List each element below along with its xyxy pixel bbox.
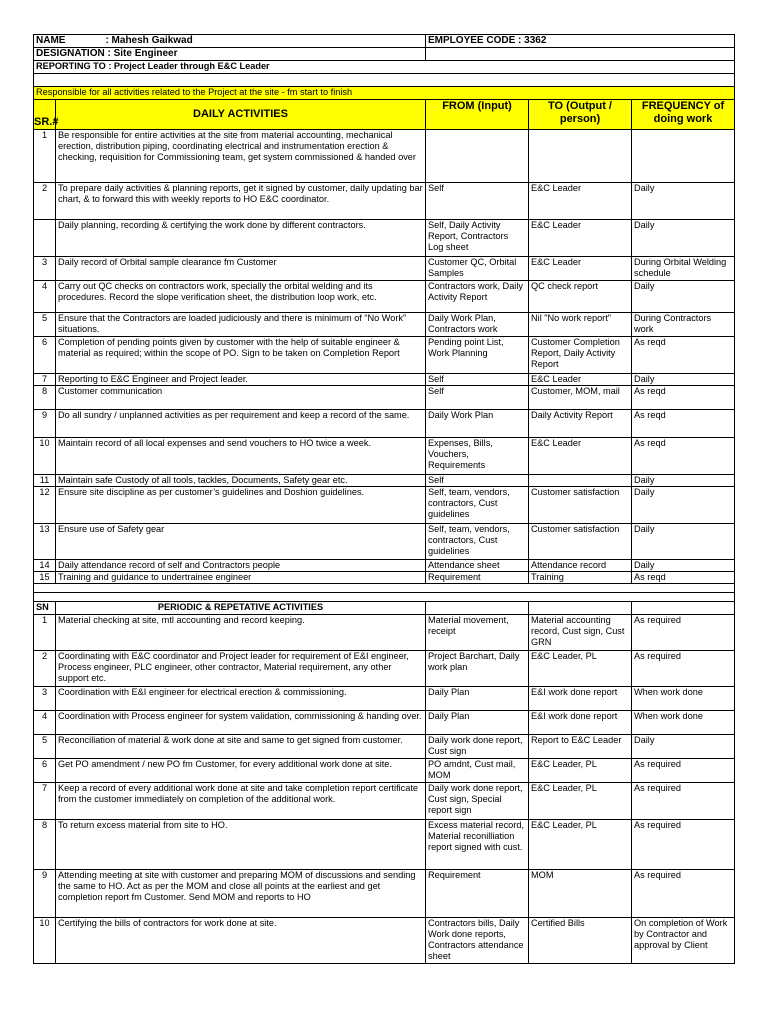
frequency: During Orbital Welding schedule bbox=[632, 257, 735, 281]
activity-text: Coordination with Process engineer for system validation, commissioning & handing over. bbox=[56, 711, 426, 735]
table-row bbox=[34, 735, 735, 759]
table-row bbox=[34, 870, 735, 918]
job-description-table bbox=[33, 34, 735, 964]
frequency: As required bbox=[632, 820, 735, 870]
output-to: Customer satisfaction bbox=[529, 487, 632, 524]
activity-text: To prepare daily activities & planning reports, get it signed by customer, daily updating bar chart, & to forward this with weekly reports to HO E&C coordinator. bbox=[56, 183, 426, 220]
activity-text: Be responsible for entire activities at the site from material accounting, mechanical erection, distribution piping, coordinating electrical and instrumentation erection & checking, requisition for Commissioning team, get system commissioned & handed over bbox=[56, 130, 426, 183]
activity-text: Customer communication bbox=[56, 386, 426, 410]
frequency: As reqd bbox=[632, 438, 735, 475]
frequency: As required bbox=[632, 615, 735, 651]
input-from: PO amdnt, Cust mail, MOM bbox=[426, 759, 529, 783]
input-from: Self, team, vendors, contractors, Cust guidelines bbox=[426, 487, 529, 524]
input-from: Self bbox=[426, 475, 529, 487]
output-to: Customer Completion Report, Daily Activity Report bbox=[529, 337, 632, 374]
row-number: 2 bbox=[34, 651, 56, 687]
name-value: : Mahesh Gaikwad bbox=[105, 35, 193, 46]
activity-text: Coordination with E&I engineer for electrical erection & commissioning. bbox=[56, 687, 426, 711]
frequency: When work done bbox=[632, 687, 735, 711]
frequency: As reqd bbox=[632, 572, 735, 584]
row-number: 11 bbox=[34, 475, 56, 487]
col-sr: SR.# bbox=[34, 100, 56, 130]
activity-text: Certifying the bills of contractors for work done at site. bbox=[56, 918, 426, 964]
activity-text: Daily planning, recording & certifying the work done by different contractors. bbox=[56, 220, 426, 257]
table-row bbox=[34, 257, 735, 281]
table-row bbox=[34, 572, 735, 584]
row-number: 1 bbox=[34, 615, 56, 651]
row-number: 14 bbox=[34, 560, 56, 572]
input-from: Daily Work Plan, Contractors work bbox=[426, 313, 529, 337]
frequency bbox=[632, 130, 735, 183]
activity-text: Material checking at site, mtl accounting and record keeping. bbox=[56, 615, 426, 651]
output-to: E&C Leader bbox=[529, 220, 632, 257]
output-to: Material accounting record, Cust sign, Cust GRN bbox=[529, 615, 632, 651]
output-to: E&C Leader bbox=[529, 374, 632, 386]
row-number: 7 bbox=[34, 783, 56, 820]
table-row bbox=[34, 820, 735, 870]
input-from: Contractors work, Daily Activity Report bbox=[426, 281, 529, 313]
activity-text: Coordinating with E&C coordinator and Project leader for requirement of E&I engineer, Process engineer, PLC engineer, other contractor, Material requirement, any other support etc. bbox=[56, 651, 426, 687]
row-number: 4 bbox=[34, 711, 56, 735]
reporting-to: REPORTING TO : Project Leader through E&C Leader bbox=[34, 61, 735, 74]
frequency: On completion of Work by Contractor and approval by Client bbox=[632, 918, 735, 964]
col-to: TO (Output / person) bbox=[529, 100, 632, 130]
col-frequency: FREQUENCY of doing work bbox=[632, 100, 735, 130]
row-number: 8 bbox=[34, 386, 56, 410]
row-number bbox=[34, 220, 56, 257]
frequency: Daily bbox=[632, 487, 735, 524]
input-from: Daily Plan bbox=[426, 687, 529, 711]
output-to: E&C Leader bbox=[529, 257, 632, 281]
output-to: Customer satisfaction bbox=[529, 524, 632, 560]
activity-text: Daily attendance record of self and Contractors people bbox=[56, 560, 426, 572]
row-number: 3 bbox=[34, 257, 56, 281]
employee-code: EMPLOYEE CODE : 3362 bbox=[426, 35, 735, 48]
activity-text: Get PO amendment / new PO fm Customer, for every additional work done at site. bbox=[56, 759, 426, 783]
frequency: As reqd bbox=[632, 410, 735, 438]
table-row bbox=[34, 374, 735, 386]
table-row bbox=[34, 687, 735, 711]
row-number: 5 bbox=[34, 313, 56, 337]
frequency: As required bbox=[632, 651, 735, 687]
table-row bbox=[34, 281, 735, 313]
table-row bbox=[34, 487, 735, 524]
row-number: 10 bbox=[34, 438, 56, 475]
activity-text: Ensure site discipline as per customer’s guidelines and Doshion guidelines. bbox=[56, 487, 426, 524]
table-row bbox=[34, 410, 735, 438]
output-to: E&I work done report bbox=[529, 711, 632, 735]
table-row bbox=[34, 651, 735, 687]
activity-text: Training and guidance to undertrainee engineer bbox=[56, 572, 426, 584]
table-row bbox=[34, 438, 735, 475]
input-from: Daily work done report, Cust sign bbox=[426, 735, 529, 759]
frequency: Daily bbox=[632, 281, 735, 313]
input-from: Requirement bbox=[426, 572, 529, 584]
row-number: 9 bbox=[34, 410, 56, 438]
col-daily-activities: DAILY ACTIVITIES bbox=[56, 100, 426, 130]
row-number: 9 bbox=[34, 870, 56, 918]
input-from: Requirement bbox=[426, 870, 529, 918]
activity-text: Completion of pending points given by customer with the help of suitable engineer & material as required; within the scope of PO. Sign to be taken on Completion Report bbox=[56, 337, 426, 374]
table-row bbox=[34, 711, 735, 735]
activity-text: Ensure use of Safety gear bbox=[56, 524, 426, 560]
output-to: E&C Leader bbox=[529, 438, 632, 475]
col-from: FROM (Input) bbox=[426, 100, 529, 130]
table-row bbox=[34, 475, 735, 487]
output-to: QC check report bbox=[529, 281, 632, 313]
output-to: E&C Leader, PL bbox=[529, 783, 632, 820]
col-sn: SN bbox=[34, 602, 56, 615]
output-to: E&C Leader, PL bbox=[529, 820, 632, 870]
input-from: Attendance sheet bbox=[426, 560, 529, 572]
input-from: Project Barchart, Daily work plan bbox=[426, 651, 529, 687]
frequency: Daily bbox=[632, 735, 735, 759]
input-from: Self bbox=[426, 386, 529, 410]
activity-text: Keep a record of every additional work done at site and take completion report certificate from the customer immediately on completion of the additional work. bbox=[56, 783, 426, 820]
activity-text: Do all sundry / unplanned activities as per requirement and keep a record of the same. bbox=[56, 410, 426, 438]
row-number: 1 bbox=[34, 130, 56, 183]
row-number: 7 bbox=[34, 374, 56, 386]
input-from: Self, team, vendors, contractors, Cust guidelines bbox=[426, 524, 529, 560]
frequency: As reqd bbox=[632, 386, 735, 410]
input-from: Contractors bills, Daily Work done reports, Contractors attendance sheet bbox=[426, 918, 529, 964]
row-number: 4 bbox=[34, 281, 56, 313]
row-number: 2 bbox=[34, 183, 56, 220]
row-number: 15 bbox=[34, 572, 56, 584]
frequency: As reqd bbox=[632, 337, 735, 374]
row-number: 13 bbox=[34, 524, 56, 560]
job-description-sheet bbox=[33, 34, 734, 964]
activity-text: Attending meeting at site with customer and preparing MOM of discussions and sending the same to HO. Act as per the MOM and close all points at the earliest and get completion report fm Customer. Send MOM and reports to HO bbox=[56, 870, 426, 918]
activity-text: Maintain safe Custody of all tools, tackles, Documents, Safety gear etc. bbox=[56, 475, 426, 487]
output-to: E&I work done report bbox=[529, 687, 632, 711]
table-row bbox=[34, 337, 735, 374]
input-from: Self bbox=[426, 374, 529, 386]
input-from: Pending point List, Work Planning bbox=[426, 337, 529, 374]
input-from: Excess material record, Material reconilliation report signed with cust. bbox=[426, 820, 529, 870]
activity-text: Carry out QC checks on contractors work, specially the orbital welding and its procedures. Record the slope verification sheet, the distribution loop work, etc. bbox=[56, 281, 426, 313]
row-number: 5 bbox=[34, 735, 56, 759]
responsibility-banner: Responsible for all activities related to the Project at the site - fm start to finish bbox=[34, 87, 735, 100]
input-from: Material movement, receipt bbox=[426, 615, 529, 651]
frequency: Daily bbox=[632, 220, 735, 257]
frequency: As required bbox=[632, 759, 735, 783]
output-to: Customer, MOM, mail bbox=[529, 386, 632, 410]
input-from: Daily work done report, Cust sign, Special report sign bbox=[426, 783, 529, 820]
frequency: As required bbox=[632, 783, 735, 820]
table-row bbox=[34, 386, 735, 410]
table-row bbox=[34, 759, 735, 783]
output-to: Attendance record bbox=[529, 560, 632, 572]
row-number: 3 bbox=[34, 687, 56, 711]
output-to: Training bbox=[529, 572, 632, 584]
designation: DESIGNATION : Site Engineer bbox=[34, 48, 426, 61]
output-to: E&C Leader, PL bbox=[529, 759, 632, 783]
output-to: E&C Leader, PL bbox=[529, 651, 632, 687]
output-to: Certified Bills bbox=[529, 918, 632, 964]
output-to: Report to E&C Leader bbox=[529, 735, 632, 759]
frequency: Daily bbox=[632, 560, 735, 572]
table-row bbox=[34, 183, 735, 220]
activity-text: To return excess material from site to HO. bbox=[56, 820, 426, 870]
input-from: Self, Daily Activity Report, Contractors Log sheet bbox=[426, 220, 529, 257]
output-to: Nil "No work report" bbox=[529, 313, 632, 337]
activity-text: Daily record of Orbital sample clearance fm Customer bbox=[56, 257, 426, 281]
table-row bbox=[34, 918, 735, 964]
table-row bbox=[34, 130, 735, 183]
table-row bbox=[34, 560, 735, 572]
row-number: 8 bbox=[34, 820, 56, 870]
output-to: MOM bbox=[529, 870, 632, 918]
input-from: Expenses, Bills, Vouchers, Requirements bbox=[426, 438, 529, 475]
input-from bbox=[426, 130, 529, 183]
frequency: During Contractors work bbox=[632, 313, 735, 337]
table-row bbox=[34, 313, 735, 337]
output-to: E&C Leader bbox=[529, 183, 632, 220]
frequency: As required bbox=[632, 870, 735, 918]
output-to bbox=[529, 475, 632, 487]
table-row bbox=[34, 524, 735, 560]
activity-text: Reporting to E&C Engineer and Project leader. bbox=[56, 374, 426, 386]
col-periodic-activities: PERIODIC & REPETATIVE ACTIVITIES bbox=[56, 602, 426, 615]
input-from: Self bbox=[426, 183, 529, 220]
name-cell bbox=[34, 35, 426, 48]
output-to: Daily Activity Report bbox=[529, 410, 632, 438]
input-from: Daily Plan bbox=[426, 711, 529, 735]
name-label: NAME bbox=[36, 35, 66, 46]
frequency: Daily bbox=[632, 374, 735, 386]
frequency: When work done bbox=[632, 711, 735, 735]
frequency: Daily bbox=[632, 475, 735, 487]
activity-text: Ensure that the Contractors are loaded judiciously and there is minimum of “No Work” situations. bbox=[56, 313, 426, 337]
row-number: 6 bbox=[34, 337, 56, 374]
input-from: Customer QC, Orbital Samples bbox=[426, 257, 529, 281]
table-row bbox=[34, 615, 735, 651]
output-to bbox=[529, 130, 632, 183]
activity-text: Maintain record of all local expenses and send vouchers to HO twice a week. bbox=[56, 438, 426, 475]
table-row bbox=[34, 220, 735, 257]
table-row bbox=[34, 783, 735, 820]
input-from: Daily Work Plan bbox=[426, 410, 529, 438]
row-number: 10 bbox=[34, 918, 56, 964]
frequency: Daily bbox=[632, 524, 735, 560]
frequency: Daily bbox=[632, 183, 735, 220]
activity-text: Reconciliation of material & work done at site and same to get signed from customer. bbox=[56, 735, 426, 759]
row-number: 6 bbox=[34, 759, 56, 783]
row-number: 12 bbox=[34, 487, 56, 524]
